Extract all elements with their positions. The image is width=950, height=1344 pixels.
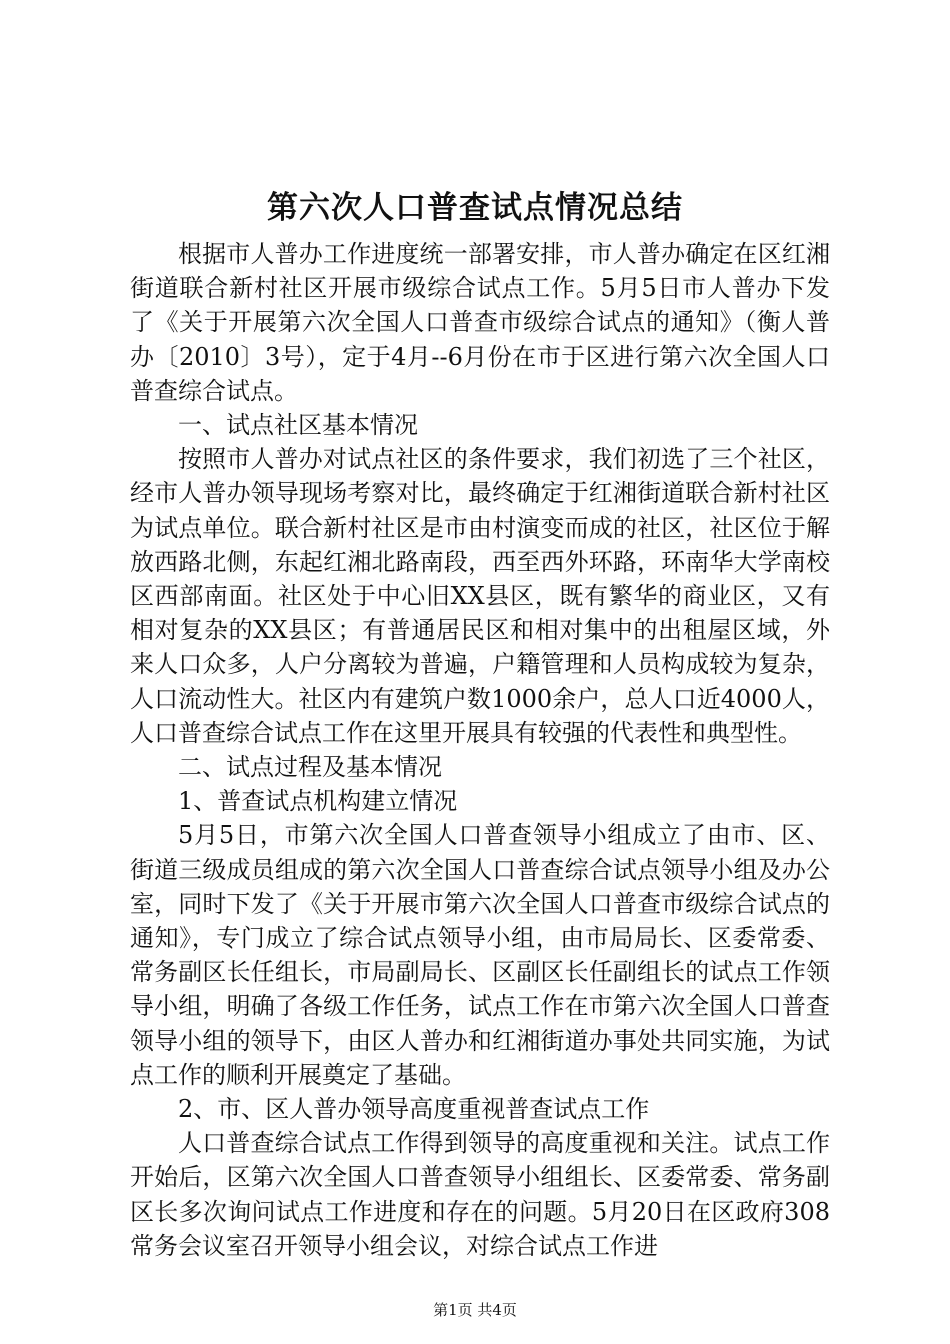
section-heading-1: 一、试点社区基本情况 [178, 411, 418, 440]
paragraph-leadership: 人口普查综合试点工作得到领导的高度重视和关注。试点工作开始后，区第六次全国人口普查领导小组组长、区委常委、常务副区长多次询问试点工作进度和存在的问题。5月20日在区政府308常务会议室召开领导小组会议，对综合试点工作进 [130, 1129, 830, 1260]
paragraph-organization: 5月5日，市第六次全国人口普查领导小组成立了由市、区、街道三级成员组成的第六次全国人口普查综合试点领导小组及办公室，同时下发了《关于开展市第六次全国人口普查市级综合试点的通知》，专门成立了综合试点领导小组，由市局局长、区委常委、常务副区长任组长，市局副局长、区副区长任副组长的试点工作领导小组，明确了各级工作任务，试点工作在市第六次全国人口普查领导小组的领导下，由区人普办和红湘街道办事处共同实施，为试点工作的顺利开展奠定了基础。 [130, 821, 830, 1089]
page-number-footer: 第1页 共4页 [433, 1301, 517, 1319]
paragraph-intro: 根据市人普办工作进度统一部署安排，市人普办确定在区红湘街道联合新村社区开展市级综合试点工作。5月5日市人普办下发了《关于开展第六次全国人口普查市级综合试点的通知》（衡人普办〔2010〕3号），定于4月--6月份在市于区进行第六次全国人口普查综合试点。 [130, 240, 830, 405]
subsection-heading-2: 2、市、区人普办领导高度重视普查试点工作 [178, 1095, 650, 1124]
subsection-heading-1: 1、普查试点机构建立情况 [178, 787, 458, 816]
paragraph-community-info: 按照市人普办对试点社区的条件要求，我们初选了三个社区，经市人普办领导现场考察对比，最终确定于红湘街道联合新村社区为试点单位。联合新村社区是市由村演变而成的社区，社区位于解放西路北侧，东起红湘北路南段，西至西外环路，环南华大学南校区西部南面。社区处于中心旧XX县区，既有繁华的商业区，又有相对复杂的XX县区；有普通居民区和相对集中的出租屋区域，外来人口众多，人户分离较为普遍，户籍管理和人员构成较为复杂，人口流动性大。社区内有建筑户数1000余户，总人口近4000人，人口普查综合试点工作在这里开展具有较强的代表性和典型性。 [130, 445, 830, 747]
document-title: 第六次人口普查试点情况总结 [267, 190, 683, 226]
section-heading-2: 二、试点过程及基本情况 [178, 753, 442, 782]
document-body [130, 237, 830, 1263]
